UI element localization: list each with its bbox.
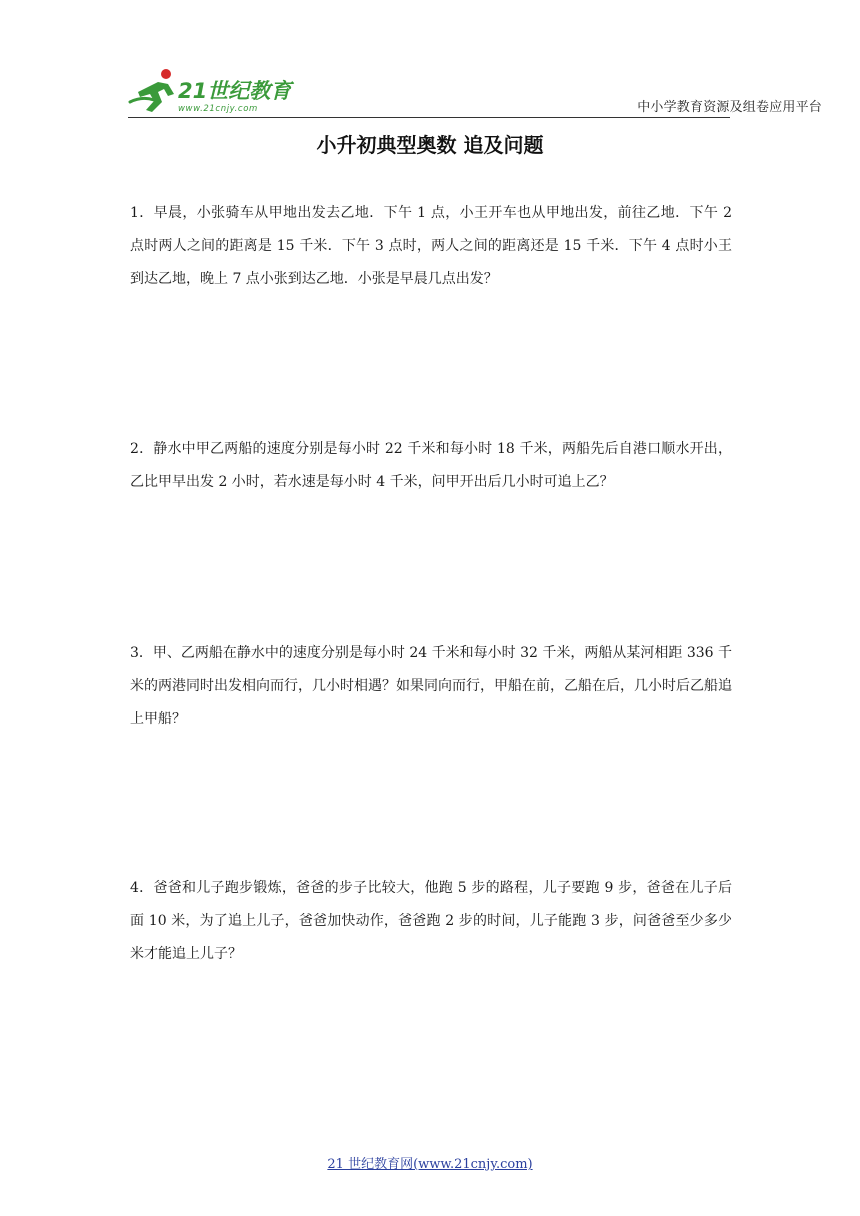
running-figure-logo-icon bbox=[128, 66, 298, 118]
platform-name: 中小学教育资源及组卷应用平台 bbox=[637, 100, 822, 115]
logo-url-text: www.21cnjy.com bbox=[178, 104, 258, 114]
page-title: 小升初典型奥数 追及问题 bbox=[316, 133, 544, 157]
question-4: 4．爸爸和儿子跑步锻炼，爸爸的步子比较大，他跑 5 步的路程，儿子要跑 9 步，爸爸在儿子后面 10 米，为了追上儿子，爸爸加快动作，爸爸跑 2 步的时间，儿子能跑 3 步，问爸爸至少多少米才能追上儿子？ bbox=[130, 880, 732, 962]
footer-link[interactable]: 21 世纪教育网(www.21cnjy.com) bbox=[327, 1157, 533, 1172]
header-divider bbox=[128, 117, 730, 118]
site-logo[interactable] bbox=[128, 66, 298, 118]
logo-text: 21世纪教育 bbox=[178, 79, 292, 103]
question-3: 3．甲、乙两船在静水中的速度分别是每小时 24 千米和每小时 32 千米，两船从某河相距 336 千米的两港同时出发相向而行，几小时相遇？如果同向而行，甲船在前，乙船在后，几小时后乙船追上甲船？ bbox=[130, 645, 732, 727]
question-1: 1．早晨，小张骑车从甲地出发去乙地．下午 1 点，小王开车也从甲地出发，前往乙地．下午 2 点时两人之间的距离是 15 千米．下午 3 点时，两人之间的距离还是 15 千米．下午 4 点时小王到达乙地，晚上 7 点小张到达乙地．小张是早晨几点出发？ bbox=[130, 205, 732, 287]
question-2: 2．静水中甲乙两船的速度分别是每小时 22 千米和每小时 18 千米，两船先后自港口顺水开出，乙比甲早出发 2 小时，若水速是每小时 4 千米，问甲开出后几小时可追上乙？ bbox=[130, 441, 732, 490]
